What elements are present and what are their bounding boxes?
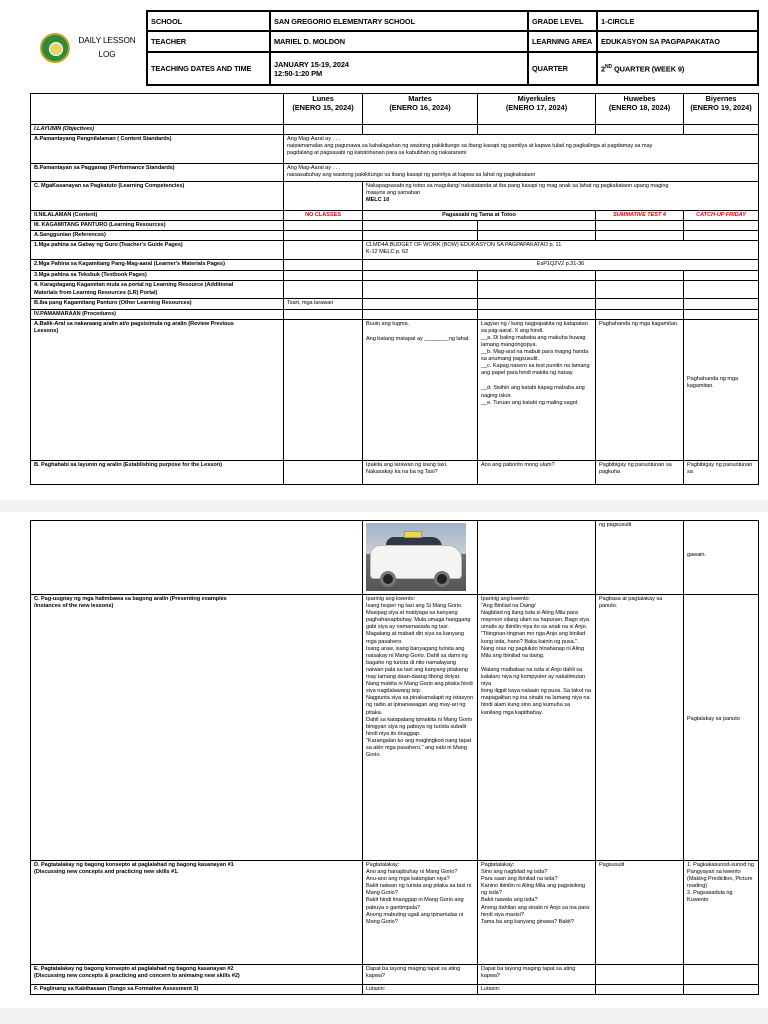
examples-thursday: Pagbasa at pagtalakay sa panuto. — [596, 595, 684, 861]
new-concepts-1-wednesday: Pagtatalakay: Sino ang nagbilad ng isda? Para saan ang ibinilad na isda? Kanino ibinilin ni Aling Mila ang pagsisilong ng isda? Bakit nawala ang isda? Anong dahilan ang sinabi ni Anjo sa ina para hindi siya masisi? Tama ba ang kanyang ginawa? Bakit? — [478, 861, 596, 965]
school-label: SCHOOL — [147, 11, 270, 31]
competencies-label: C. MgaKasanayan sa Pagkatuto (Learning Competencies) — [31, 182, 284, 211]
continuation-friday: gawain. — [684, 521, 759, 595]
dates-value-line2: 12:50-1:20 PM — [274, 68, 322, 78]
day-header-wednesday: Miyerkules (ENERO 17, 2024) — [478, 94, 596, 125]
review-label: A.Balik-Aral sa nakaraang aralin at/o pagsisimula ng aralin (Review Previous Lessons) — [31, 319, 284, 460]
area-label: LEARNING AREA — [528, 31, 597, 52]
new-concepts-1-tuesday: Pagtatalakay: Ano ang hanapbuhay ni Mang Gorio? Anu-ano ang mga katangian niya? Bakit naiwan ng turista ang pitaka sa taxi ni Mang Gorio? Bakit hindi tinanggap ni Mang Gorio ang pabuya o gantimpala? Anong mabuting ugali ang ipinamalas ni Mang Gorio? — [363, 861, 478, 965]
grade-value: 1-CIRCLE — [597, 11, 758, 31]
dll-title-line1: DAILY LESSON — [78, 36, 136, 45]
learners-materials-label: 2.Mga Pahina sa Kagamitang Pang-Mag-aaral (Learner's Materials Pages) — [31, 260, 284, 271]
new-concepts-2-wednesday: Dapat ba tayong maging tapat sa ating kapwa? — [478, 965, 596, 985]
performance-standards-text: Ang Mag-Aaral ay . . . naisasabuhay ang wastong pakikitungo sa ibang kasapi ng pamilya at kapwa sa lahat ng pagkakataon — [284, 164, 759, 182]
day-header-friday: Biyernes (ENERO 19, 2024) — [684, 94, 759, 125]
examples-friday: Pagtalakay sa panuto — [684, 595, 759, 861]
other-resources-label: B.Iba pang Kagamitang Panturo (Other Learning Resources) — [31, 299, 284, 309]
teachers-guide-text: CLMD4A BUDGET OF WORK (BOW) EDUKASYON SA PAGPAPAKATAO p. 11 K-12 MELC p. 62 — [363, 241, 759, 260]
lesson-table-page2 — [30, 520, 758, 994]
grade-label: GRADE LEVEL — [528, 11, 597, 31]
catch-up-friday-text: CATCH-UP FRIDAY — [684, 211, 759, 221]
review-thursday: Paghahanda ng mga kagamitan. — [596, 319, 684, 460]
sanggunian-label: A.Sanggunian (References) — [31, 231, 284, 241]
dates-label: TEACHING DATES AND TIME — [147, 52, 270, 85]
mastery-wednesday: Lutasin: — [478, 985, 596, 995]
mastery-tuesday: Lutasin: — [363, 985, 478, 995]
area-value: EDUKASYON SA PAGPAPAKATAO — [597, 31, 758, 52]
page-gap — [0, 500, 768, 512]
summative-test-text: SUMMATIVE TEST 4 — [596, 211, 684, 221]
teachers-guide-label: 1.Mga pahina sa Gabay ng Guro (Teacher's Guide Pages) — [31, 241, 284, 260]
day-header-tuesday: Martes (ENERO 16, 2024) — [363, 94, 478, 125]
blank-header-cell — [31, 94, 284, 125]
dates-value — [270, 52, 528, 85]
header-sheet — [30, 10, 758, 84]
competencies-text: Nakapagsasabi ng totoo sa magulang/ nakatatanda at iba pang kasapi ng mag anak sa lahat ng pagkakataon upang maging maayos ang samahan MELC 10 — [363, 182, 759, 211]
lesson-table-2 — [30, 520, 759, 995]
new-concepts-2-label: E. Pagtatalakay ng bagong konsepto at paglalahad ng bagong kasanayan #2 (Discussing new concepts & practicing and concern to animaing new skills #2) — [31, 965, 363, 985]
section-layunin: I.LAYUNIN (Objectives) — [31, 125, 284, 135]
lesson-table-1 — [30, 93, 759, 485]
kagamitan-label: III. KAGAMITANG PANTURO (Learning Resources) — [31, 221, 284, 231]
purpose-wednesday: Ano ang paborito mong ulam? — [478, 460, 596, 484]
day-header-thursday: Huwebes (ENERO 18, 2024) — [596, 94, 684, 125]
new-concepts-1-thursday: Pagsusulit — [596, 861, 684, 965]
new-concepts-2-tuesday: Dapat ba tayong maging tapat sa ating kapwa? — [363, 965, 478, 985]
lesson-table-page1 — [30, 93, 758, 494]
dates-value-line1: JANUARY 15-19, 2024 — [274, 59, 349, 69]
no-classes-text: NO CLASSES — [284, 211, 363, 221]
new-concepts-1-label: D. Pagtatalakay ng bagong konsepto at paglalahad ng bagong kasanayan #1 (Discussing new concepts and practicing new skills #1. — [31, 861, 363, 965]
continuation-thursday: ng pagsusulit — [596, 521, 684, 595]
quarter-label: QUARTER — [528, 52, 597, 85]
quarter-value — [597, 52, 758, 85]
content-standards-text: Ang Mag-Aaral ay . . . naipamamalas ang pagunawa sa kahalagahan ng wastong pakikitungo sa ibang kasapi ng pamilya at kapwa tulad ng pagkalinga at pagdamay sa may pagdalang at pagsasabi ng katotohanan para sa kabutihan ng nakararami — [284, 135, 759, 164]
teacher-value: MARIEL D. MOLDON — [270, 31, 528, 52]
quarter-week: QUARTER (WEEK 9) — [612, 64, 685, 74]
purpose-tuesday: Ipakita ang larawan ng isang taxi. Nakasakay ka na ba ng Taxi? — [363, 460, 478, 484]
examples-label: C. Pag-uugnay ng mga halimbawa sa bagong aralin (Presenting examples /instances of the new lessons) — [31, 595, 363, 861]
purpose-label: B. Paghahabi sa layunin ng aralin (Establishing purpose for the Lesson) — [31, 460, 284, 484]
review-wednesday: Lagyan ng / kung nagpapakita ng katapatan sa pag-aaral. X ang hindi. __a. Di baling mababa ang makuha huwag lamang mangongopya. __b. Mag-aral na mabuti para magng handa sa anumang pagsusulit. __c. Kapag nasero sa test punitin na lamang ang papel para hindi makita ng nanay. __d. Sisihin ang katabi kapag mababa ang naging iskor. __e. Turuan ang katabi ng maling sagot. — [478, 319, 596, 460]
other-resources-text: Tsart, mga larawan — [284, 299, 363, 309]
purpose-thursday: Pagbibigay ng panuntunan sa pagkuha — [596, 460, 684, 484]
lr-portal-label: 4. Karagdagang Kagamitan mula sa portal ng Learning Resource (Additional Materials from Learning Resources (LR) Portal) — [31, 281, 284, 299]
taxi-photo-cell — [363, 521, 478, 595]
textbook-label: 3.Mga pahina sa Teksbuk (Textbook Pages) — [31, 271, 284, 281]
taxi-photo — [366, 523, 466, 591]
performance-standards-label: B.Pamantayan sa Pagganap (Performance Standards) — [31, 164, 284, 182]
nilalaman-label: II.NILALAMAN (Content) — [31, 211, 284, 221]
nilalaman-text: Pagsasabi ng Tama at Totoo — [363, 211, 596, 221]
school-seal-icon — [40, 33, 70, 63]
header-table — [30, 10, 759, 86]
quarter-suffix: ND — [605, 63, 613, 70]
new-concepts-1-friday: 1. Pagkakasunod-sunod ng Pangyayari sa kwento (Making Prediction, Picture reading) 2. Pagsasadula ng Kuwento — [684, 861, 759, 965]
pamamaraan-label: IV.PAMAMARAAN (Procedures) — [31, 309, 284, 319]
quarter-number: 2 — [601, 64, 606, 74]
day-header-monday: Lunes (ENERO 15, 2024) — [284, 94, 363, 125]
school-value: SAN GREGORIO ELEMENTARY SCHOOL — [270, 11, 528, 31]
learners-materials-text: EsP1Q2V2 p.31-36 — [363, 260, 759, 271]
review-friday: Paghahanda ng mga kagamitan. — [684, 319, 759, 460]
bottom-gap — [0, 1008, 768, 1024]
teacher-label: TEACHER — [147, 31, 270, 52]
content-standards-label: A.Pamantayang Pangnilalaman ( Content Standards) — [31, 135, 284, 164]
mastery-label: F. Paglinang sa Kabihasaan (Tungo sa Formative Assesment 3) — [31, 985, 363, 995]
examples-tuesday: Iparinig ang kwento: Isang tsuper ng taxi ang Si Mang Gorio. Masipag siya at matiyaga sa kanyang paghahanapbuhay. Mula umaga hanggang gabi siya ay namamasada ng taxi. Magalang at mabait din siya sa kanyang mga pasahero. Isang araw, isang banyagang turista ang naisakay ni Mang Gorio. Dahil sa dami ng bagahe ng turista di nito namalayang naiwan pala sa taxi ang kanyang pitakang may lamang daan-daang libong dolyar. Nang makita ni Mang Gorio ang pitaka hindi siya nagdalawang isip. Nagpunta siya sa pinakamalapit ng istasyon ng radio at ipinanawagan ang may-ari ng pitaka. Dahil sa katapatang ipinakita ni Mang Gorio binigyan siya ng pabuya ng turista subalit hindi niya ito tinaggap. "Karangalan ko ang maglingkod nang tapat sa akin mga pasahero," ang sabi ni Mang Gorio. — [363, 595, 478, 861]
examples-wednesday: Iparinig ang kwento: "Ang Binilad na Daing/ Nagbilad ng ilang isda si Aling Mila para mayroon silang ulam sa hapunan. Bago siya umalis ay ibinilin niya ito sa anak na si Anjo. "Titingnan-tingnan mo nga Anjo ang binilad kong isda, hano? Baka kainin ng pusa.". Nang oras ng pagluluto hinahanap ni Aling Mila ang ibinilad na daing. Walang maibabas na isda si Anjo dahil sa kalalaro niya ng kompyuter ay nakalimutan niya itong iligpit kaya nalaain ng pusa. Sa takot na mapagalitan ng ina sinabi na lamang niya na hindi alam kung sino ang kumuha sa kanilang mga kapitbahay. — [478, 595, 596, 861]
header-logo-block — [30, 11, 147, 85]
review-tuesday: Buuin ang tugma. Ang batang matapat ay ________ng lahat. — [363, 319, 478, 460]
dll-title-line2: LOG — [98, 50, 116, 59]
blank-continuation-cell — [31, 521, 363, 595]
purpose-friday: Pagbibigay ng panuntunan sa — [684, 460, 759, 484]
